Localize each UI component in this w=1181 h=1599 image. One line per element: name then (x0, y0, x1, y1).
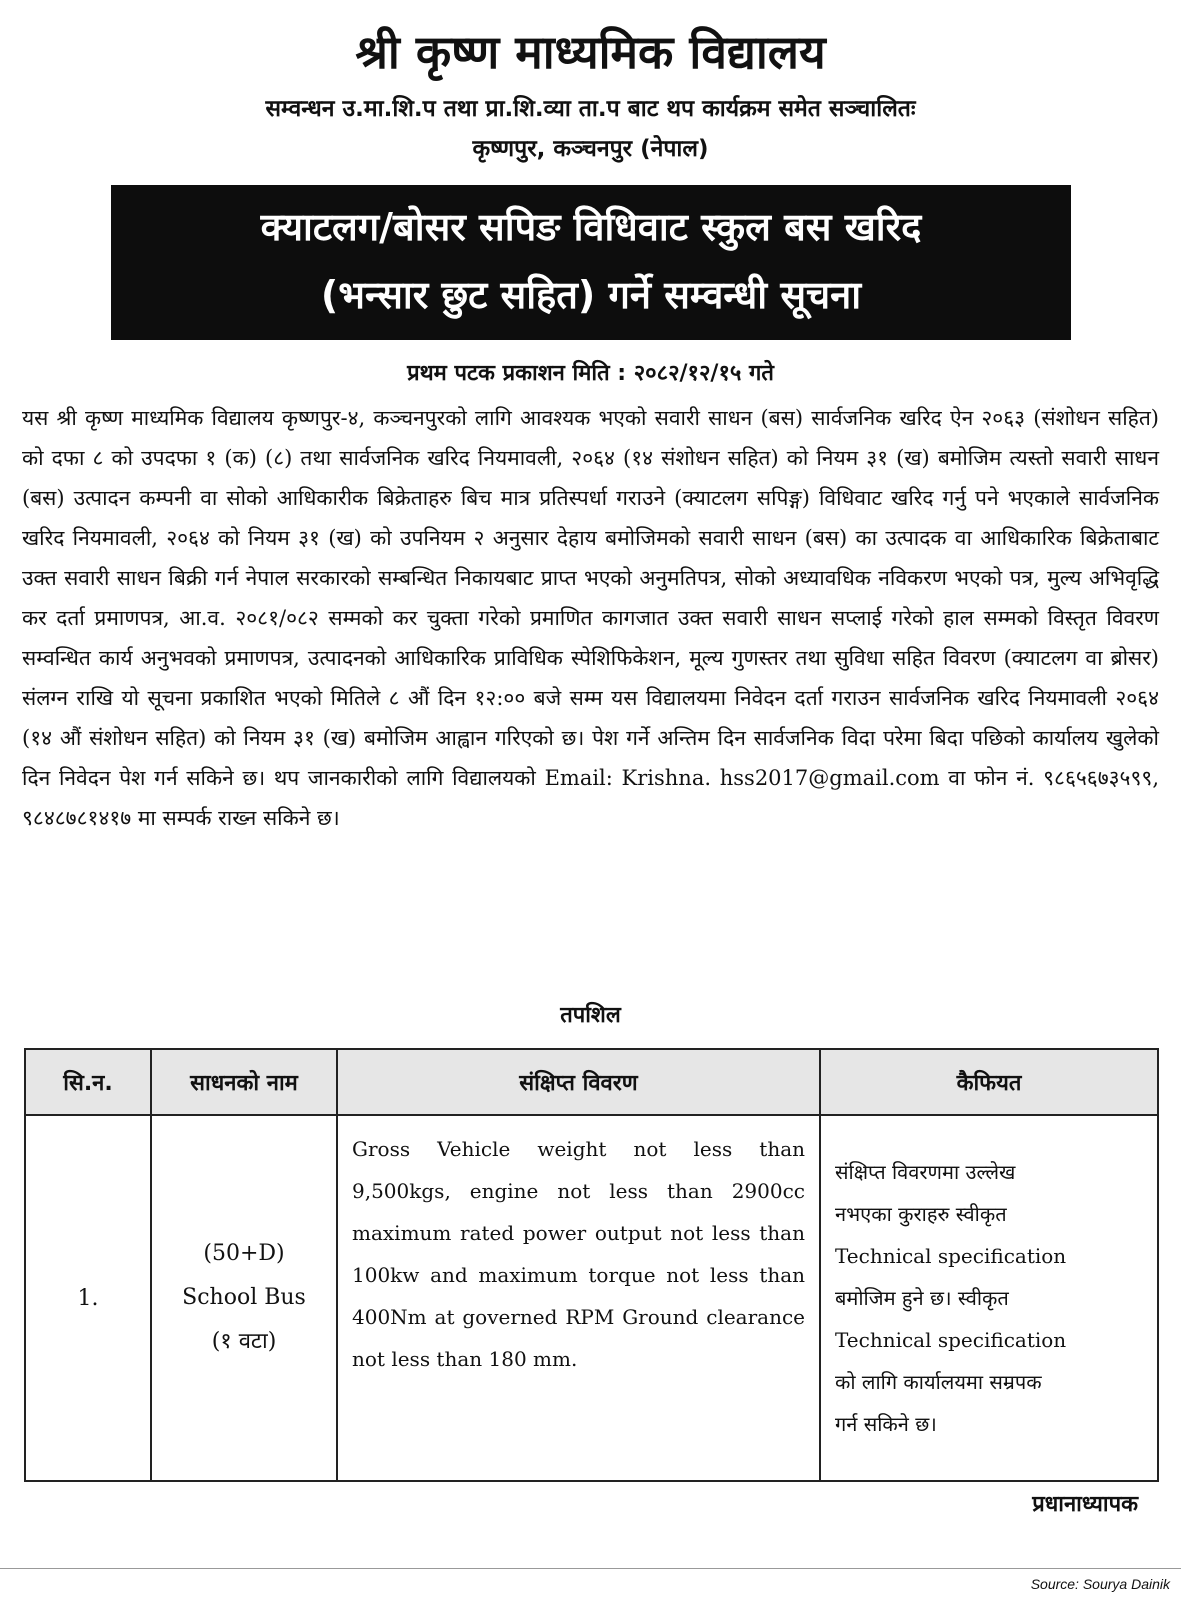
remark-line: संक्षिप्त विवरणमा उल्लेख (835, 1160, 1016, 1184)
notice-body-paragraph: यस श्री कृष्ण माध्यमिक विद्यालय कृष्णपुर-४, कञ्चनपुरको लागि आवश्यक भएको सवारी साधन (बस) सार्वजनिक खरिद ऐन २०६३ (संशोधन सहित) को दफा ८ को उपदफा १ (क) (८) तथा सार्वजनिक खरिद नियमावली, २०६४ (१४ संशोधन सहित) को नियम ३१ (ख) बमोजिम त्यस्तो सवारी साधन (बस) उत्पादन कम्पनी वा सोको आधिकारीक बिक्रेताहरु बिच मात्र प्रतिस्पर्धा गराउने (क्याटलग सपिङ्ग) विधिवाट खरिद गर्नु पने भएकाले सार्वजनिक खरिद नियमावली, २०६४ को नियम ३१ (ख) को उपनियम २ अनुसार देहाय बमोजिमको सवारी साधन (बस) का उत्पादक वा आधिकारिक बिक्रेताबाट उक्त सवारी साधन बिक्री गर्न नेपाल सरकारको सम्बन्धित निकायबाट प्राप्त भएको अनुमतिपत्र, सोको अध्यावधिक नविकरण भएको पत्र, मुल्य अभिवृद्धि कर दर्ता प्रमाणपत्र, आ.व. २०८१/०८२ सम्मको कर चुक्ता गरेको प्रमाणित कागजात उक्त सवारी साधन सप्लाई गरेको हाल सम्मको विस्तृत विवरण सम्वन्धित कार्य अनुभवको प्रमाणपत्र, उत्पादनको आधिकारिक प्राविधिक स्पेशिफिकेशन, मूल्य गुणस्तर तथा सुविधा सहित विवरण (क्याटलग वा ब्रोसर) संलग्न राखि यो सूचना प्रकाशित भएको मितिले ८ औं दिन १२:०० बजे सम्म यस विद्यालयमा निवेदन दर्ता गराउन सार्वजनिक खरिद नियमावली २०६४ (१४ औं संशोधन सहित) को नियम ३१ (ख) बमोजिम आह्वान गरिएको छ। पेश गर्ने अन्तिम दिन सार्वजनिक विदा परेमा बिदा पछिको कार्यालय खुलेको दिन निवेदन पेश गर्न सकिने छ। थप जानकारीको लागि विद्यालयको Email: Krishna. hss2017@gmail.com वा फोन नं. ९८६५६७३५९९, ९८४८७८१४१७ मा सम्पर्क राख्न सकिने छ। (22, 406, 1159, 830)
item-name-line: (१ वटा) (211, 1329, 277, 1354)
table-row (25, 1115, 1158, 1481)
publication-date: प्रथम पटक प्रकाशन मिति : २०८२/१२/१५ गते (407, 361, 774, 386)
cell-remarks (820, 1115, 1158, 1481)
school-affiliation: सम्वन्धन उ.मा.शि.प तथा प्रा.शि.व्या ता.प बाट थप कार्यक्रम समेत सञ्चालितः (265, 96, 916, 122)
remark-line: बमोजिम हुने छ। स्वीकृत (835, 1286, 1009, 1310)
source-credit: Source: Sourya Dainik (1030, 1576, 1170, 1592)
cell-item-name (151, 1115, 337, 1481)
notice-title-banner (111, 185, 1071, 340)
cell-description: Gross Vehicle weight not less than 9,500kgs, engine not less than 2900cc maximum rated power output not less than 100kw and maximum torque not less than 400Nm at governed RPM Ground clearance not less than 180 mm. (337, 1115, 820, 1481)
remark-line: Technical specification (835, 1328, 1067, 1352)
item-name-line: School Bus (182, 1285, 306, 1310)
cell-serial: 1. (25, 1115, 151, 1481)
school-address: कृष्णपुर, कञ्चनपुर (नेपाल) (472, 136, 709, 162)
column-header-description: संक्षिप्त विवरण (337, 1049, 820, 1115)
school-name: श्री कृष्ण माध्यमिक विद्यालय (355, 25, 826, 79)
remark-line: गर्न सकिने छ। (835, 1412, 937, 1436)
specification-table (24, 1048, 1159, 1482)
footer-divider (0, 1568, 1181, 1569)
table-header-row (25, 1049, 1158, 1115)
remark-line: को लागि कार्यालयमा सम्रपक (835, 1370, 1042, 1394)
column-header-item-name: साधनको नाम (151, 1049, 337, 1115)
notice-title-line-1: क्याटलग/बोसर सपिङ विधिवाट स्कुल बस खरिद (260, 205, 922, 249)
schedule-heading: तपशिल (560, 1003, 621, 1028)
column-header-remarks: कैफियत (820, 1049, 1158, 1115)
notice-title-line-2: (भन्सार छुट सहित) गर्ने सम्वन्धी सूचना (320, 273, 862, 317)
item-name-line: (50+D) (203, 1241, 285, 1266)
column-header-serial: सि.न. (25, 1049, 151, 1115)
signatory-title: प्रधानाध्यापक (1032, 1492, 1138, 1517)
remark-line: Technical specification (835, 1244, 1067, 1268)
remark-line: नभएका कुराहरु स्वीकृत (835, 1202, 1007, 1226)
